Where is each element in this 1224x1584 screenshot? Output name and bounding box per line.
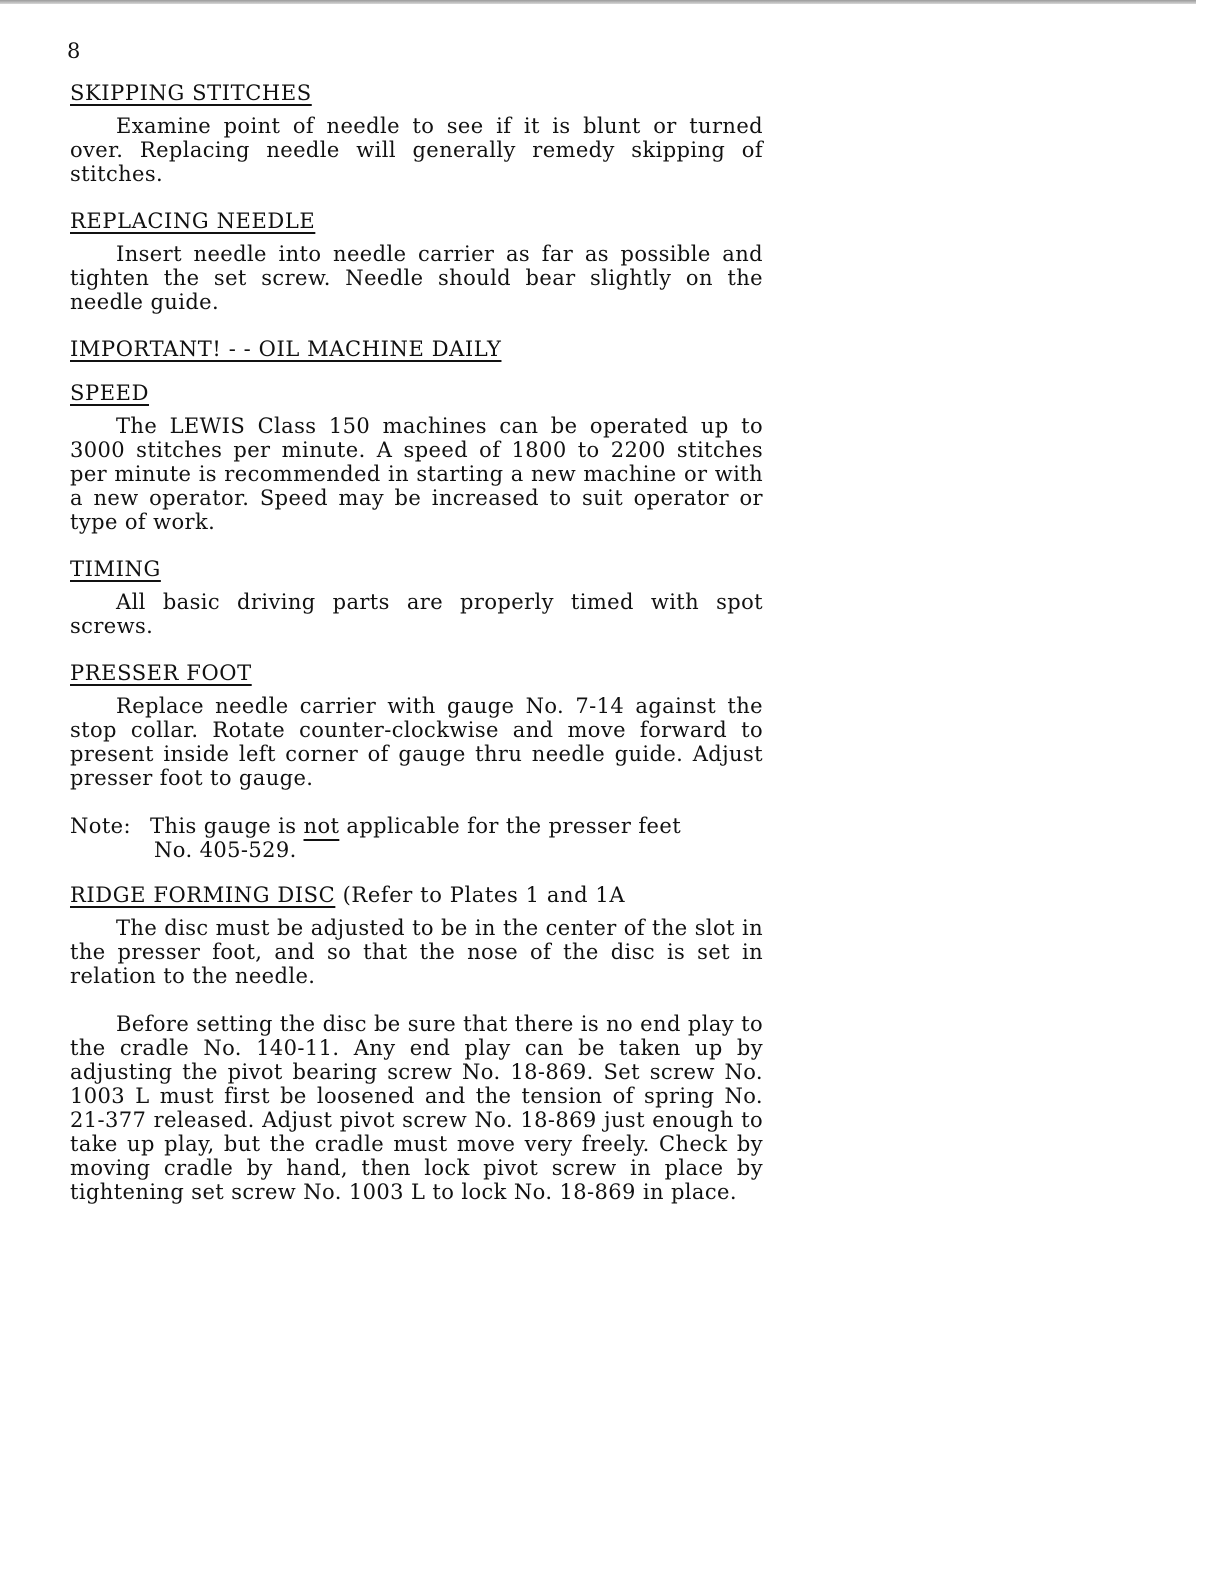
section-timing — [70, 556, 763, 638]
heading-text: IMPORTANT! - - OIL MACHINE DAILY — [70, 337, 502, 361]
note-line2: No. 405-529. — [154, 838, 297, 862]
heading-text: REPLACING NEEDLE — [70, 209, 316, 233]
section-paragraph: The disc must be adjusted to be in the center of the slot in the presser foot, and so that the nose of the disc is set in relation to the needle. — [70, 916, 763, 988]
note-text-end: applicable for the presser feet — [339, 814, 682, 838]
heading-text: RIDGE FORMING DISC — [70, 883, 336, 907]
section-replacing-needle — [70, 208, 763, 314]
section-paragraph: Before setting the disc be sure that there is no end play to the cradle No. 140-11. Any end play can be taken up by adjusting the pivot bearing screw No. 18-869. Set screw No. 1003 L must first be loosened and the tension of spring No. 21-377 released. Adjust pivot screw No. 18-869 just enough to take up play, but the cradle must move very freely. Check by moving cradle by hand, then lock pivot screw in place by tightening set screw No. 1003 L to lock No. 18-869 in place. — [70, 1012, 763, 1204]
section-paragraph: Replace needle carrier with gauge No. 7-14 against the stop collar. Rotate counter-clockwise and move forward to present inside left corner of gauge thru needle guide. Adjust presser foot to gauge. — [70, 694, 763, 790]
section-important — [70, 336, 763, 362]
note-label: Note: — [70, 814, 131, 838]
heading-text: PRESSER FOOT — [70, 661, 252, 685]
section-presser-foot — [70, 660, 763, 862]
section-paragraph: All basic driving parts are properly timed with spot screws. — [70, 590, 763, 638]
section-skipping-stitches — [70, 80, 763, 186]
heading-suffix: (Refer to Plates 1 and 1A — [335, 883, 626, 907]
section-paragraph: Insert needle into needle carrier as far as possible and tighten the set screw. Needle should bear slightly on the needle guide. — [70, 242, 763, 314]
heading-text: SPEED — [70, 381, 150, 405]
section-heading — [70, 336, 763, 362]
heading-text: TIMING — [70, 557, 161, 581]
section-paragraph: Examine point of needle to see if it is blunt or turned over. Replacing needle will generally remedy skipping of stitches. — [70, 114, 763, 186]
note-text — [150, 814, 763, 838]
section-heading — [70, 882, 763, 908]
section-paragraph: The LEWIS Class 150 machines can be operated up to 3000 stitches per minute. A speed of 1800 to 2200 stitches per minute is recommended in starting a new machine or with a new operator. Speed may be increased to suit operator or type of work. — [70, 414, 763, 534]
section-heading — [70, 660, 763, 686]
section-heading — [70, 556, 763, 582]
top-scan-border — [0, 0, 1196, 4]
section-speed — [70, 380, 763, 534]
section-heading — [70, 208, 763, 234]
page-number: 8 — [67, 39, 81, 63]
heading-text: SKIPPING STITCHES — [70, 81, 312, 105]
section-ridge-forming-disc — [70, 882, 763, 1204]
section-heading — [70, 380, 763, 406]
note — [70, 814, 763, 838]
section-heading — [70, 80, 763, 106]
note-emphasis: not — [303, 814, 340, 838]
note-text-start: This gauge is — [150, 814, 304, 838]
document-body — [70, 80, 763, 1204]
